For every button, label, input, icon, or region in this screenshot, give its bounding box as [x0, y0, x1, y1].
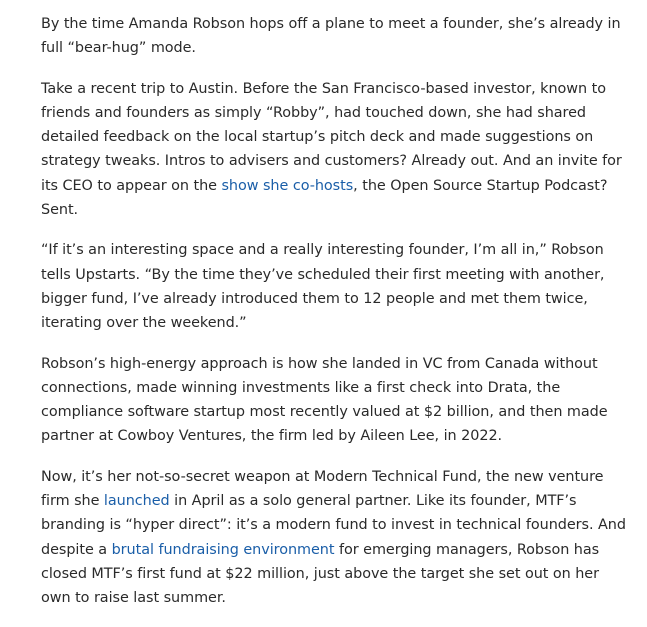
- paragraph-3: [41, 238, 631, 335]
- paragraph-5: [41, 465, 631, 611]
- paragraph-text: “If it’s an interesting space and a really interesting founder, I’m all in,” Robson tells Upstarts. “By the time they’ve scheduled their first meeting with another, bigger fund, I’ve already introduced them to 12 people and met them twice, iterating over the weekend.”: [41, 242, 605, 332]
- paragraph-text: Take a recent trip to Austin. Before the San Francisco-based investor, known to friends and founders as simply “Robby”, had touched down, she had shared detailed feedback on the local startup’s pitch deck and made suggestions on strategy tweaks. Intros to advisers and customers? Already out. And an invite for its CEO to appear on the: [41, 80, 622, 194]
- paragraph-text: , the Open Source Startup Podcast? Sent.: [41, 177, 608, 219]
- paragraph-text: Robson’s high-energy approach is how she landed in VC from Canada without connections, made winning investments like a first check into Drata, the compliance software startup most recently valued at $2 billion, and then made partner at Cowboy Ventures, the firm led by Aileen Lee, in 2022.: [41, 355, 608, 445]
- paragraph-4: [41, 352, 631, 449]
- paragraph-text: for emerging managers, Robson has closed MTF’s first fund at $22 million, just above the target she set out on her own to raise last summer.: [41, 541, 600, 607]
- paragraph-text: By the time Amanda Robson hops off a plane to meet a founder, she’s already in full “bear-hug” mode.: [41, 16, 621, 57]
- show-link[interactable]: show she co-hosts: [221, 177, 354, 194]
- paragraph-text: Now, it’s her not-so-secret weapon at Modern Technical Fund, the new venture firm she: [41, 468, 604, 510]
- paragraph-2: [41, 77, 631, 223]
- paragraph-1: [41, 12, 631, 61]
- fundraising-environment-link[interactable]: brutal fundraising environment: [111, 541, 335, 558]
- paragraph-text: in April as a solo general partner. Like its founder, MTF’s branding is “hyper direct”: it’s a modern fund to invest in technical founders. And despite a: [41, 493, 626, 558]
- article-body: [41, 12, 631, 627]
- launched-link[interactable]: launched: [103, 493, 170, 510]
